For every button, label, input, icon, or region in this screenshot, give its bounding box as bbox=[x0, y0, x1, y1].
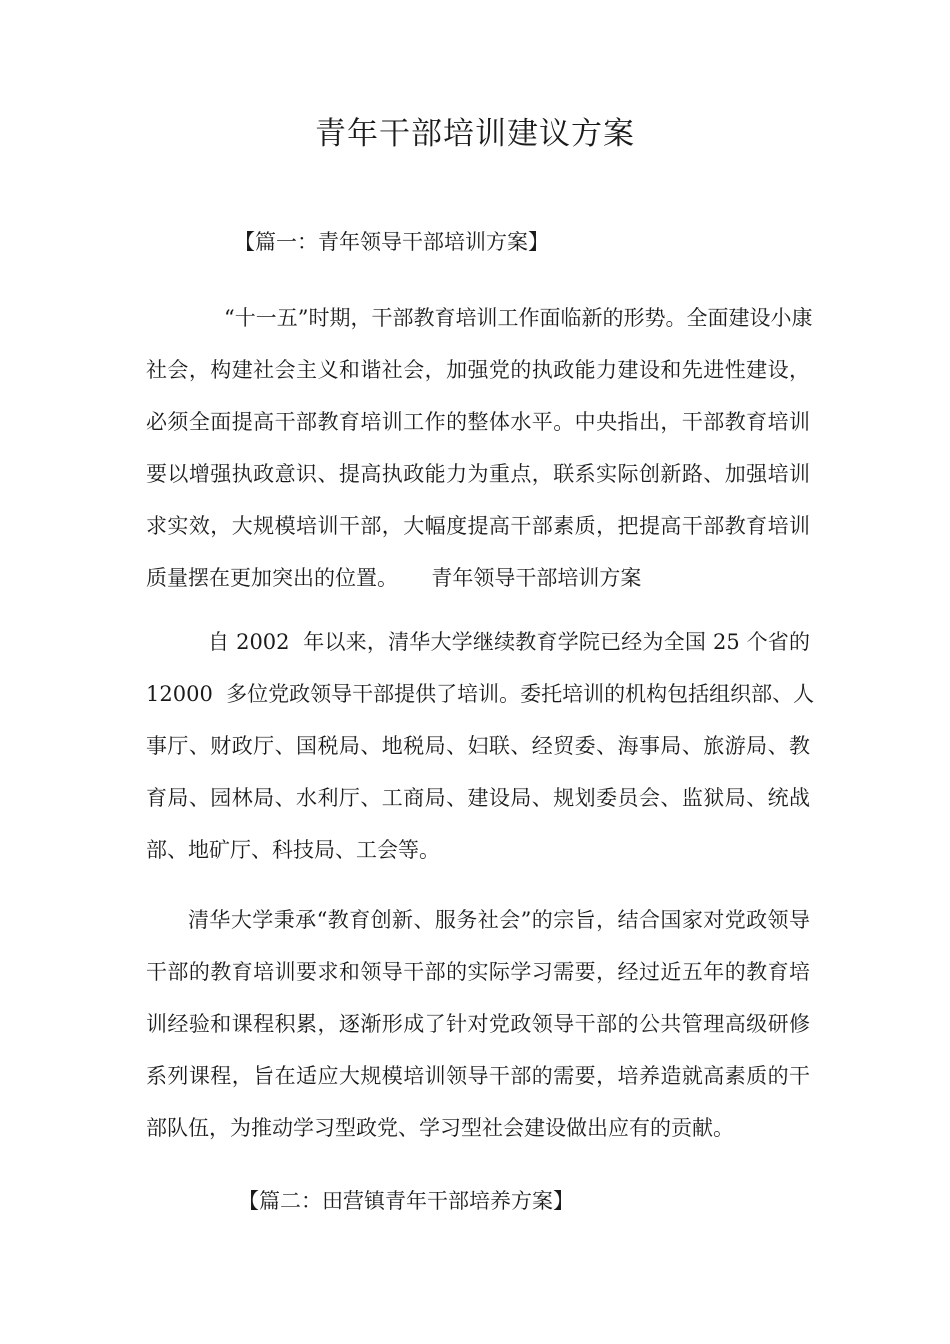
paragraph-line: 系列课程，旨在适应大规模培训领导干部的需要，培养造就高素质的干 bbox=[146, 1064, 810, 1088]
paragraph-2 bbox=[146, 616, 815, 876]
paragraph-line: 自 2002 年以来，清华大学继续教育学院已经为全国 25 个省的 bbox=[208, 630, 810, 654]
paragraph-1 bbox=[146, 292, 813, 604]
paragraph-line: 要以增强执政意识、提高执政能力为重点，联系实际创新路、加强培训 bbox=[146, 462, 810, 486]
paragraph-line: 求实效，大规模培训干部，大幅度提高干部素质，把提高干部教育培训 bbox=[146, 514, 810, 538]
paragraph-line: 干部的教育培训要求和领导干部的实际学习需要，经过近五年的教育培 bbox=[146, 960, 810, 984]
document-title: 青年干部培训建议方案 bbox=[315, 116, 635, 152]
section-heading-1: 【篇一：青年领导干部培训方案】 bbox=[234, 230, 549, 254]
paragraph-line: 必须全面提高干部教育培训工作的整体水平。中央指出，干部教育培训 bbox=[146, 410, 810, 434]
paragraph-line: 部、地矿厅、科技局、工会等。 bbox=[146, 838, 440, 862]
paragraph-line: 育局、园林局、水利厅、工商局、建设局、规划委员会、监狱局、统战 bbox=[146, 786, 810, 810]
paragraph-line: “十一五”时期，干部教育培训工作面临新的形势。全面建设小康 bbox=[224, 306, 813, 330]
paragraph-line: 12000 多位党政领导干部提供了培训。委托培训的机构包括组织部、人 bbox=[146, 682, 815, 706]
paragraph-line: 部队伍，为推动学习型政党、学习型社会建设做出应有的贡献。 bbox=[146, 1116, 734, 1140]
paragraph-line: 训经验和课程积累，逐渐形成了针对党政领导干部的公共管理高级研修 bbox=[146, 1012, 810, 1036]
section-heading-2: 【篇二：田营镇青年干部培养方案】 bbox=[238, 1189, 574, 1213]
paragraph-line: 质量摆在更加突出的位置。 青年领导干部培训方案 bbox=[146, 566, 642, 590]
paragraph-line: 清华大学秉承“教育创新、服务社会”的宗旨，结合国家对党政领导 bbox=[188, 908, 810, 932]
paragraph-line: 社会，构建社会主义和谐社会，加强党的执政能力建设和先进性建设， bbox=[146, 358, 810, 382]
paragraph-line: 事厅、财政厅、国税局、地税局、妇联、经贸委、海事局、旅游局、教 bbox=[146, 734, 810, 758]
paragraph-3 bbox=[146, 894, 810, 1154]
